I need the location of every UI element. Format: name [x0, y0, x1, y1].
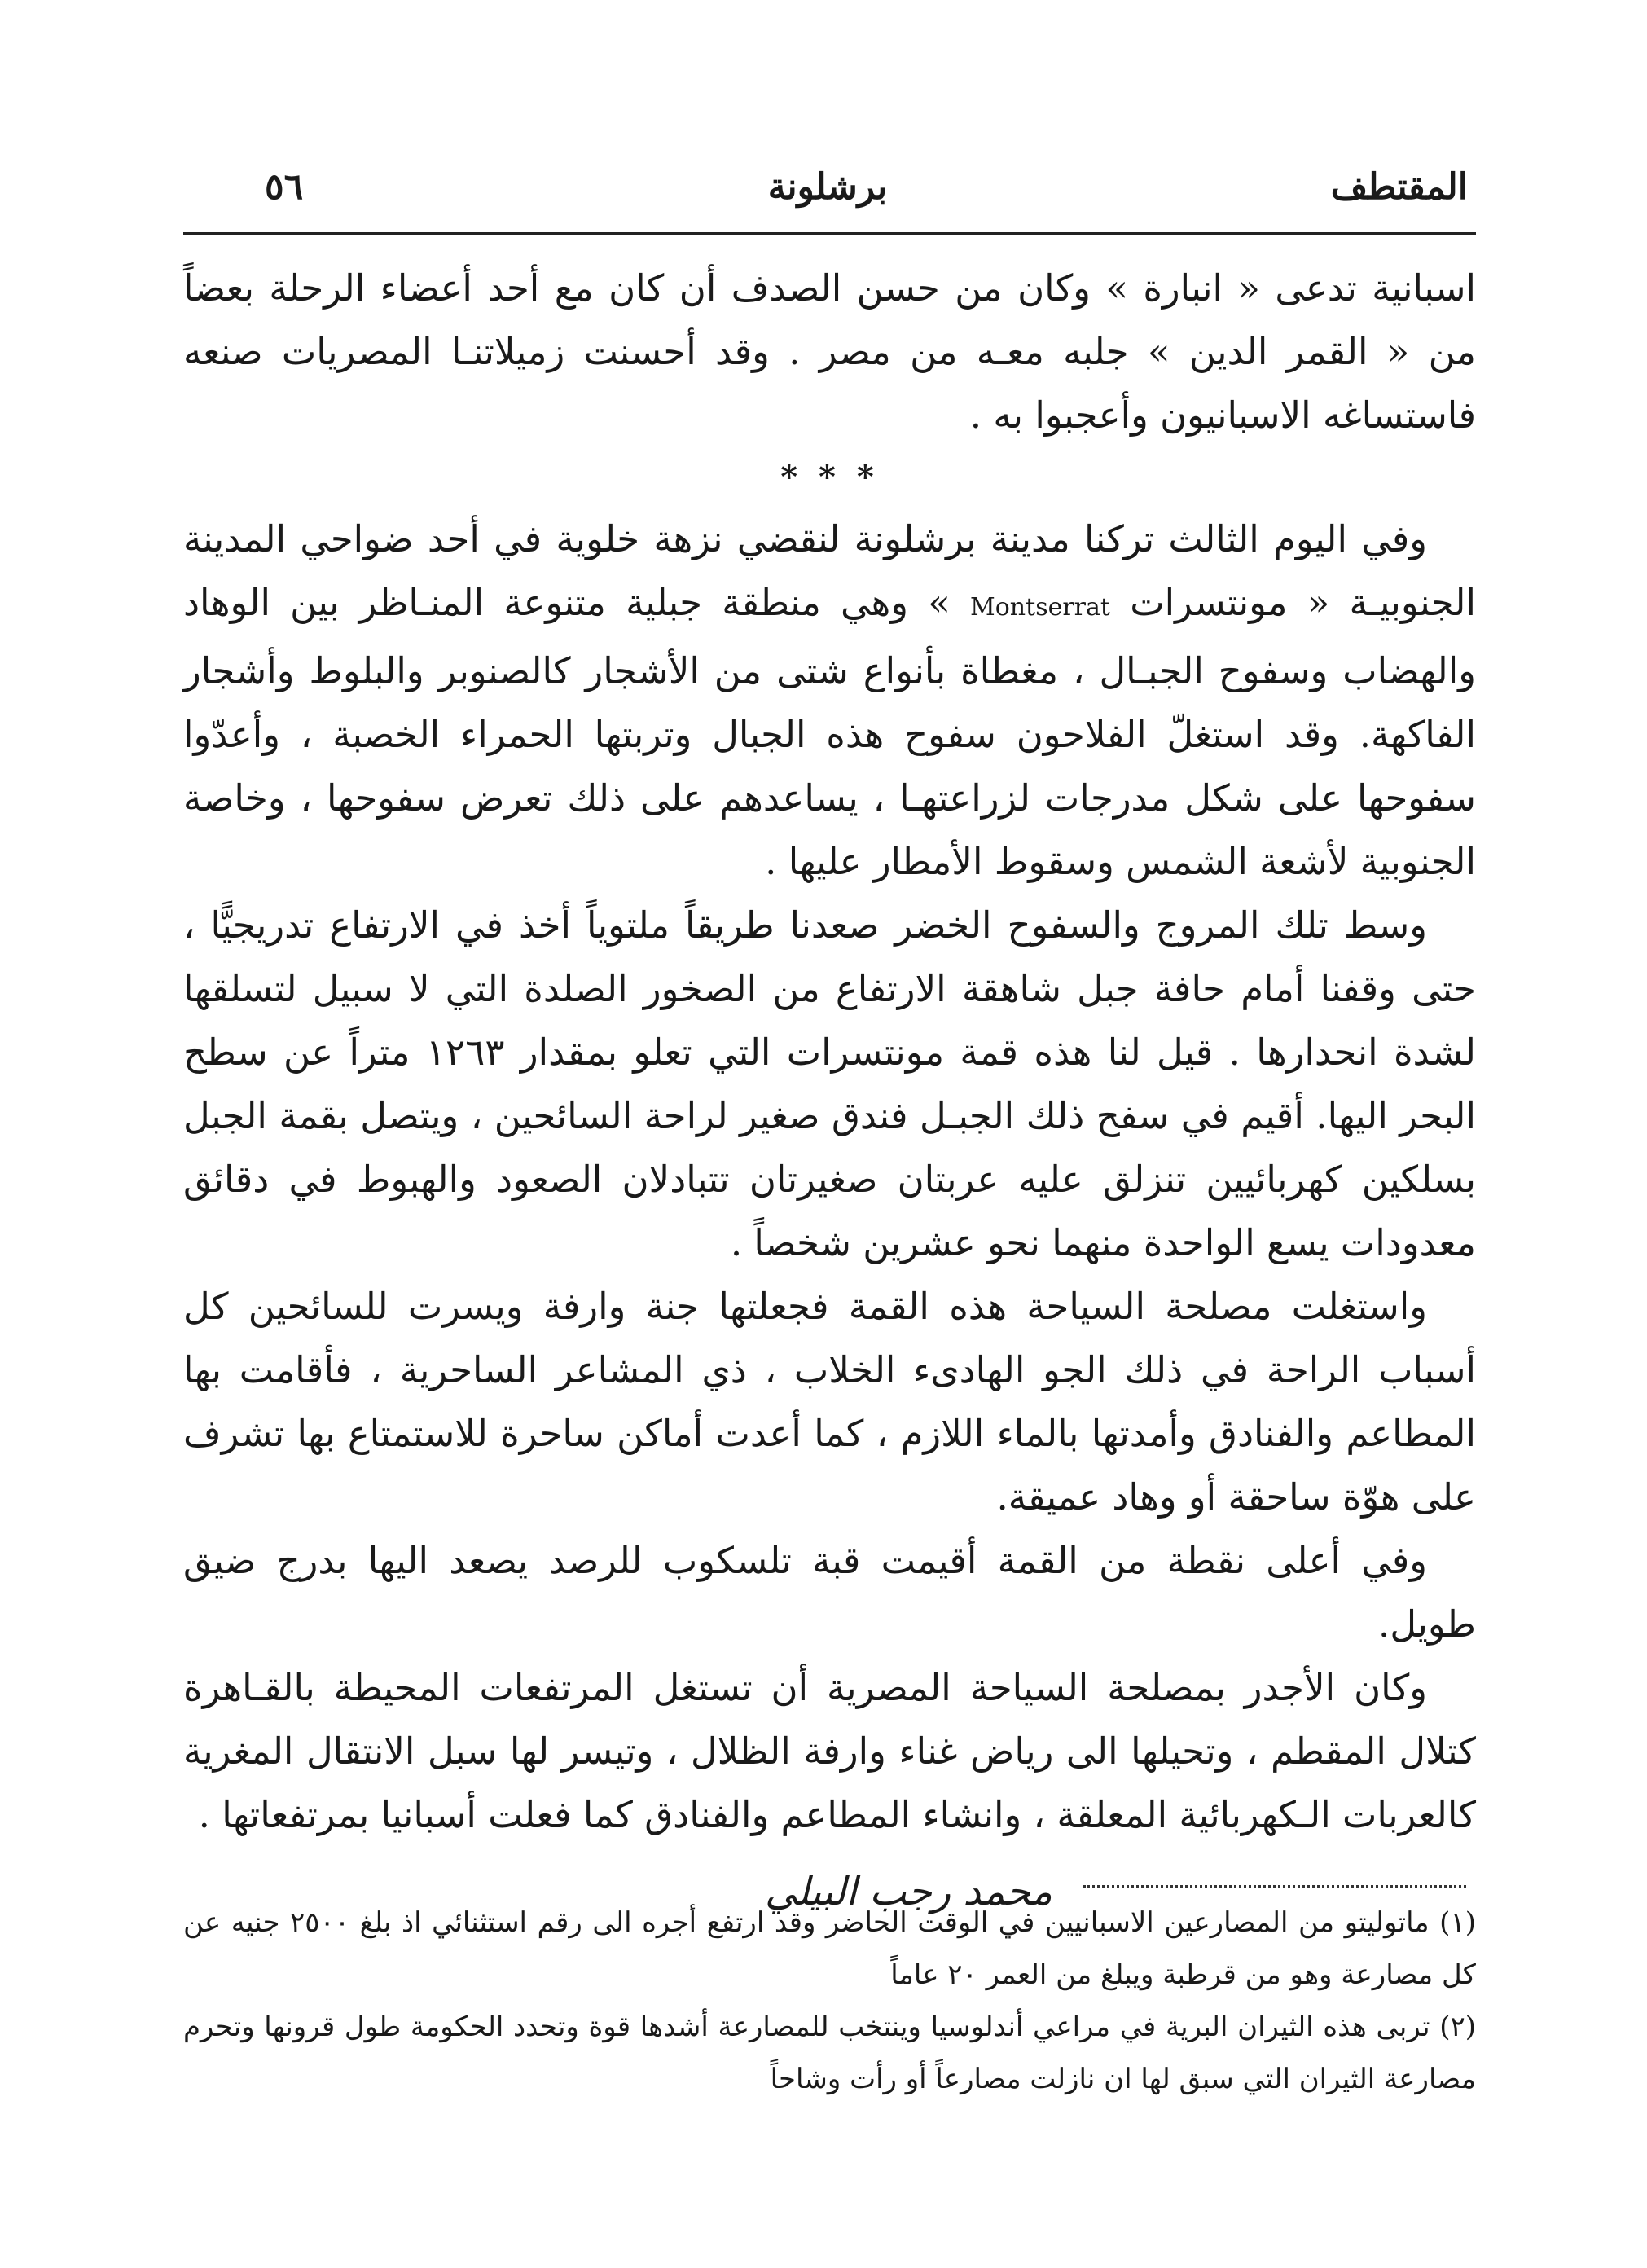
paragraph-3: وسط تلك المروج والسفوح الخضر صعدنا طريقاً ملتوياً أخذ في الارتفاع تدريجيًّا ، حتى وقفنا أمام حافة جبل شاهقة الارتفاع من الصخور الصلدة التي لا سبيل لتسلقها لشدة انحدارها . قيل لنا هذه قمة مونتسرات التي تعلو بمقدار ١٢٦٣ متراً عن سطح البحر اليها. أقيم في سفح ذلك الجبـل فندق صغير لراحة السائحين ، ويتصل بقمة الجبل بسلكين كهربائيين تنزلق عليه عربتان صغيرتان تتبادلان الصعود والهبوط في دقائق معدودات يسع الواحدة منهما نحو عشرين شخصاً . [183, 903, 1476, 1264]
footnote-1: (١) ماتوليتو من المصارعين الاسبانيين في الوقت الحاضر وقد ارتفع أجره الى رقم استثنائي اذ بلغ ٢٥٠٠ جنيه عن كل مصارعة وهو من قرطبة ويبلغ من العمر ٢٠ عاماً [183, 1906, 1476, 1991]
footnote-2: (٢) تربى هذه الثيران البرية في مراعي أندلوسيا وينتخب للمصارعة أشدها قوة وتحدد الحكومة طول قرونها وتحرم مصارعة الثيران التي سبق لها ان نازلت مصارعاً أو رأت وشاحاً [183, 2011, 1476, 2095]
paragraph-2 [183, 508, 1476, 894]
section-title: برشلونة [767, 166, 888, 208]
paragraph-5: وفي أعلى نقطة من القمة أقيمت قبة تلسكوب للرصد يصعد اليها بدرج ضيق طويل. [183, 1539, 1476, 1646]
paragraph-2-start: وفي اليوم الثالث تركنا مدينة برشلونة لنقضي نزهة خلوية في أحد ضواحي المدينة الجنوبيـة « مونتسرات [183, 517, 1477, 624]
section-separator: * * * [780, 458, 879, 496]
paragraph-4: واستغلت مصلحة السياحة هذه القمة فجعلتها جنة وارفة ويسرت للسائحين كل أسباب الراحة في ذلك الجو الهادىء الخلاب ، ذي المشاعر الساحرية ، فأقامت بها المطاعم والفنادق وأمدتها بالماء اللازم ، كما أعدت أماكن ساحرة للاستمتاع بها تشرف على هوّة ساحقة أو وهاد عميقة. [183, 1285, 1476, 1519]
paragraph-6: وكان الأجدر بمصلحة السياحة المصرية أن تستغل المرتفعات المحيطة بالقـاهرة كتلال المقطم ، وتحيلها الى رياض غناء وارفة الظلال ، وتيسر لها سبل الانتقال المغرية كالعربات الـكهربائية المعلقة ، وانشاء المطاعم والفنادق كما فعلت أسبانيا بمرتفعاتها . [183, 1666, 1476, 1836]
footnotes [183, 1897, 1476, 2105]
paragraph-1: اسبانية تدعى « انبارة » وكان من حسن الصدف أن كان مع أحد أعضاء الرحلة بعضاً من « القمر الدين » جلبه معـه من مصر . وقد أحسنت زميلاتنـا المصريات صنعه فاستساغه الاسبانيون وأعجبوا به . [183, 266, 1476, 437]
header-rule [183, 232, 1476, 235]
journal-title: المقتطف [1330, 166, 1468, 208]
author-signature: محمد رجب البيلي [765, 1869, 1052, 1914]
page-number: ٥٦ [265, 166, 304, 208]
paragraph-2-end: » وهي منطقة جبلية متنوعة المنـاظر بين الوهاد والهضاب وسفوح الجبـال ، مغطاة بأنواع شتى من الأشجار كالصنوبر والبلوط وأشجار الفاكهة. وقد استغلّ الفلاحون سفوح هذه الجبال وتربتها الحمراء الخصبة ، وأعدّوا سفوحها على شكل مدرجات لزراعتهـا ، يساعدهم على ذلك تعرض سفوحها ، وخاصة الجنوبية لأشعة الشمس وسقوط الأمطار عليها . [183, 581, 1476, 883]
article-body [183, 257, 1476, 1936]
latin-term: Montserrat [970, 593, 1110, 622]
footnote-rule [1083, 1885, 1466, 1888]
page-header [187, 159, 1468, 224]
